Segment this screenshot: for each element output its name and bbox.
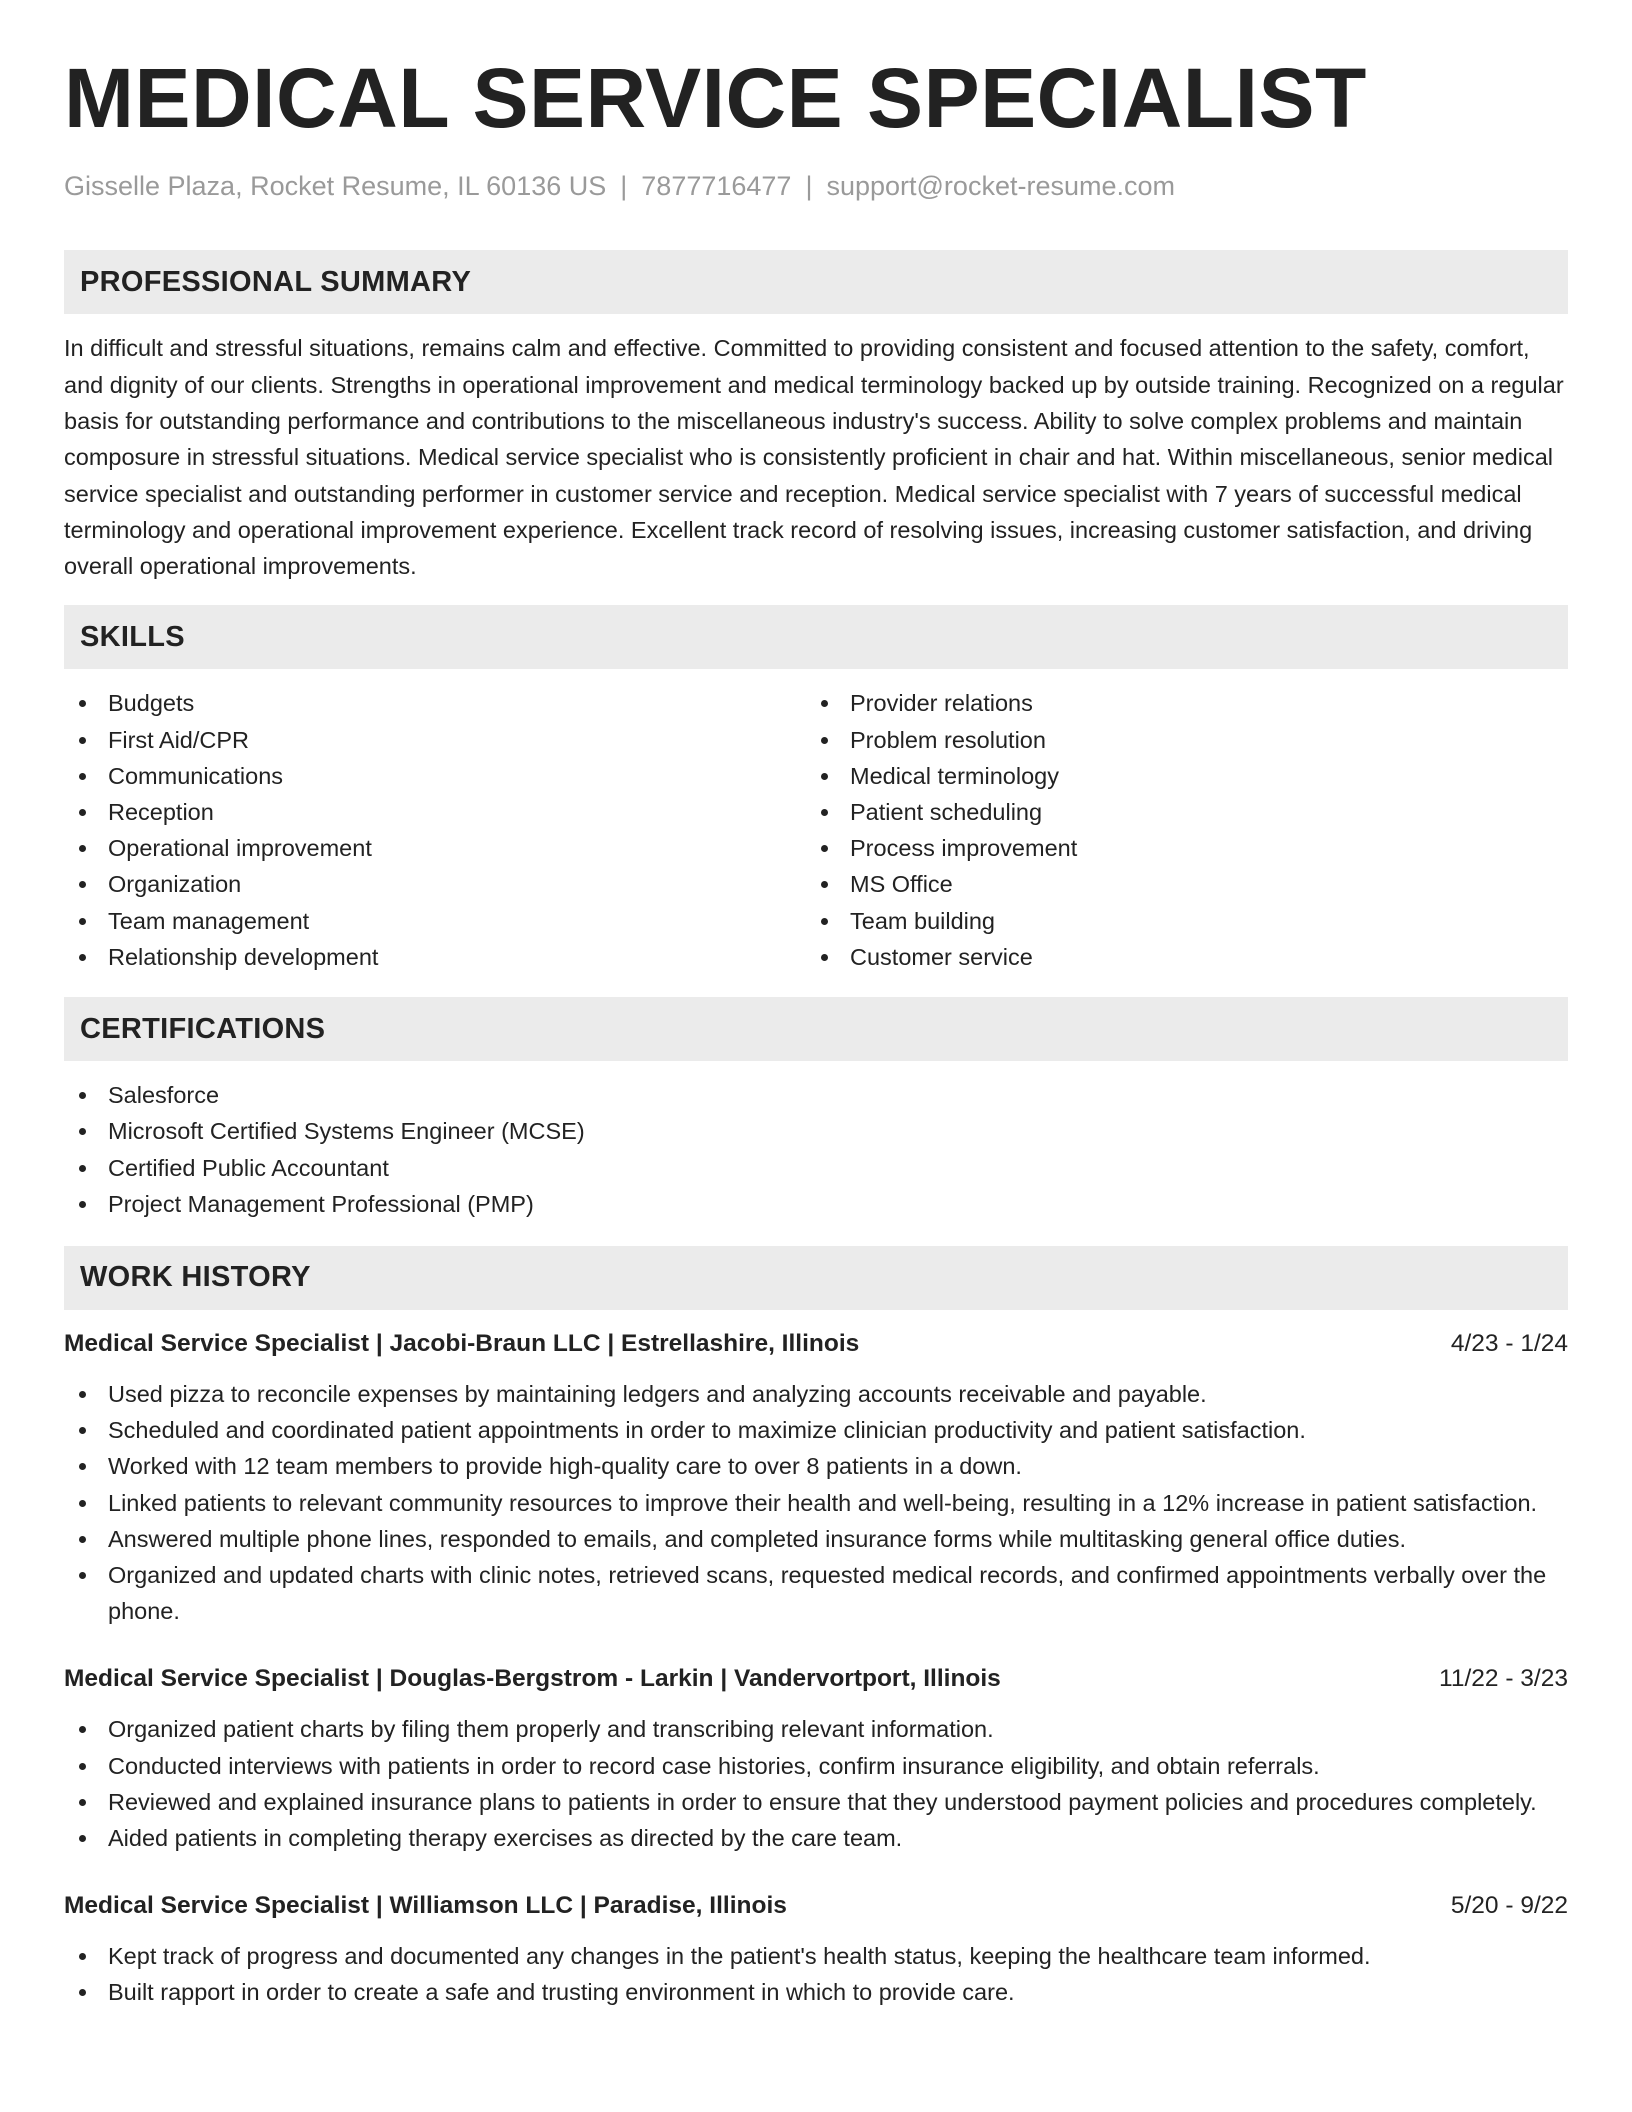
skill-item: Provider relations [806,685,1548,721]
certifications-section-header [64,997,1568,1061]
skill-item: Customer service [806,939,1548,975]
job-bullet: Reviewed and explained insurance plans to patients in order to ensure that they understood payment policies and procedures completely. [64,1784,1568,1820]
job-title: Medical Service Specialist | Williamson LLC | Paradise, Illinois [64,1892,787,1920]
skill-item: Patient scheduling [806,794,1548,830]
job-dates: 11/22 - 3/23 [1439,1665,1568,1693]
work-history-heading: WORK HISTORY [80,1261,311,1294]
work-history-section-header [64,1246,1568,1310]
skills-column-left [64,685,806,975]
skills-section-header [64,605,1568,669]
contact-phone: 7877716477 [641,171,792,201]
skill-item: Reception [64,794,806,830]
summary-text: In difficult and stressful situations, remains calm and effective. Committed to providing consistent and focused attention to the safety, comfort, and dignity of our clients. Strengths in operational improvement and medical terminology backed up by outside training. Recognized on a regular basis for outstanding performance and contributions to the miscellaneous industry's success. Ability to solve complex problems and maintain composure in stressful situations. Medical service specialist who is consistently proficient in chair and hat. Within miscellaneous, senior medical service specialist and outstanding performer in customer service and reception. Medical service specialist with 7 years of successful medical terminology and operational improvement experience. Excellent track record of resolving issues, increasing customer satisfaction, and driving overall operational improvements. [64,335,1564,580]
job-bullet: Aided patients in completing therapy exercises as directed by the care team. [64,1820,1568,1856]
job-header [64,1888,1568,1924]
skill-item: Operational improvement [64,830,806,866]
job-bullets [64,1376,1568,1629]
job-dates: 4/23 - 1/24 [1450,1329,1568,1357]
skill-item: First Aid/CPR [64,722,806,758]
certification-item: Certified Public Accountant [64,1150,1568,1186]
skill-item: Medical terminology [806,758,1548,794]
skills-column-right [806,685,1548,975]
skill-item: Team management [64,903,806,939]
job-header [64,1661,1568,1697]
certification-item: Project Management Professional (PMP) [64,1186,1568,1222]
skill-item: Budgets [64,685,806,721]
skill-item: Communications [64,758,806,794]
skills-list [64,685,1568,975]
skill-item: Relationship development [64,939,806,975]
skill-item: Process improvement [806,830,1548,866]
contact-separator: | [620,171,628,201]
job-title: Medical Service Specialist | Douglas-Bergstrom - Larkin | Vandervortport, Illinois [64,1665,1001,1693]
contact-address: Gisselle Plaza, Rocket Resume, IL 60136 US [64,171,607,201]
job-bullet: Used pizza to reconcile expenses by maintaining ledgers and analyzing accounts receivable and payable. [64,1376,1568,1412]
certification-item: Salesforce [64,1077,1568,1113]
summary-section-header [64,250,1568,314]
certifications-list [64,1077,1568,1222]
job-entry [64,1661,1568,1856]
certifications-heading: CERTIFICATIONS [80,1012,326,1045]
job-entry [64,1888,1568,2010]
resume-title: MEDICAL SERVICE SPECIALIST [64,51,1367,145]
job-bullet: Kept track of progress and documented any changes in the patient's health status, keeping the healthcare team informed. [64,1938,1568,1974]
skill-item: Organization [64,866,806,902]
skill-item: Team building [806,903,1548,939]
job-bullet: Conducted interviews with patients in order to record case histories, confirm insurance eligibility, and obtain referrals. [64,1748,1568,1784]
job-dates: 5/20 - 9/22 [1450,1892,1568,1920]
skill-item: Problem resolution [806,722,1548,758]
job-bullet: Scheduled and coordinated patient appointments in order to maximize clinician productivity and patient satisfaction. [64,1412,1568,1448]
job-title: Medical Service Specialist | Jacobi-Braun LLC | Estrellashire, Illinois [64,1329,860,1357]
certification-item: Microsoft Certified Systems Engineer (MCSE) [64,1113,1568,1149]
job-bullet: Answered multiple phone lines, responded to emails, and completed insurance forms while multitasking general office duties. [64,1521,1568,1557]
skill-item: MS Office [806,866,1548,902]
job-bullet: Built rapport in order to create a safe and trusting environment in which to provide care. [64,1974,1568,2010]
job-bullets [64,1938,1568,2010]
job-bullet: Worked with 12 team members to provide high-quality care to over 8 patients in a down. [64,1448,1568,1484]
job-bullets [64,1711,1568,1856]
summary-heading: PROFESSIONAL SUMMARY [80,265,472,298]
contact-separator: | [805,171,813,201]
skills-heading: SKILLS [80,620,185,653]
job-bullet: Organized patient charts by filing them properly and transcribing relevant information. [64,1711,1568,1747]
job-bullet: Organized and updated charts with clinic notes, retrieved scans, requested medical records, and confirmed appointments verbally over the phone. [64,1557,1568,1629]
job-entry [64,1326,1568,1629]
contact-line [64,170,1568,202]
job-header [64,1326,1568,1362]
job-bullet: Linked patients to relevant community resources to improve their health and well-being, resulting in a 12% increase in patient satisfaction. [64,1485,1568,1521]
contact-email[interactable]: support@rocket-resume.com [826,171,1175,201]
